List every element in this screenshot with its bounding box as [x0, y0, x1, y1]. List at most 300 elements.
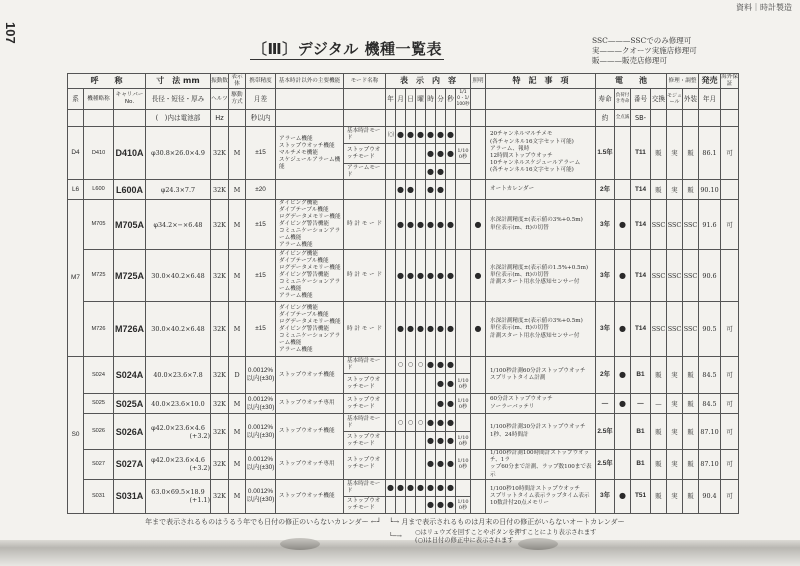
notes-cell-line: 1/100秒計測60分計ストップウオッチ — [490, 367, 586, 374]
accuracy-cell-line: 以内(±30) — [246, 403, 275, 411]
abbr-cell: D410 — [84, 127, 114, 180]
display-hour-cell: ● — [426, 302, 436, 357]
module-repair-cell: 実 — [667, 479, 683, 513]
accuracy-cell-line: 以内(±30) — [246, 431, 275, 439]
exterior-repair-cell: 販 — [683, 357, 699, 394]
drive-cell: M — [229, 250, 246, 302]
display-minute-cell: ● — [436, 164, 446, 180]
table-area — [67, 73, 738, 545]
exterior-repair-cell: 販 — [683, 127, 699, 180]
notes-cell-line: 水深計測精度±(表示値の3%+0.5m) — [490, 217, 583, 224]
module-repair-cell: 実 — [667, 394, 683, 414]
light-cell — [471, 394, 486, 414]
notes-cell-line: 水深計測精度±(表示値の1.5%+0.5m) — [490, 264, 589, 271]
dims-cell-line: φ42.0×23.6×4.6 — [151, 456, 205, 465]
functions-cell-line: アラーム機能 — [279, 242, 313, 248]
display-year-cell — [386, 432, 396, 450]
display-weekday-cell — [416, 394, 426, 414]
legend-item: 実———クオーツ実施店修理可 — [592, 46, 697, 55]
display-subsecond-cell: 1/100秒 — [456, 450, 471, 480]
notes-cell — [486, 479, 596, 513]
functions-cell — [276, 127, 344, 180]
header-abbr: 機種略称 — [84, 89, 114, 110]
display-subsecond-cell — [456, 414, 471, 432]
table-body — [68, 127, 739, 514]
header-dims-sub: 長径・短径・厚み — [146, 89, 211, 110]
notes-cell-line: 単位表示(m、ft)の切替 — [490, 325, 549, 332]
display-subsecond-cell: 1/100秒 — [456, 496, 471, 513]
display-minute-cell: ● — [436, 414, 446, 432]
display-month-cell: ○ — [396, 414, 406, 432]
footnote-circles — [389, 529, 738, 545]
legend-text: 販売店修理可 — [622, 56, 667, 65]
notes-cell — [486, 200, 596, 250]
module-repair-cell: 実 — [667, 357, 683, 394]
accuracy-cell — [246, 250, 276, 302]
accuracy-cell — [246, 394, 276, 414]
abbr-cell: S031 — [84, 479, 114, 513]
abbr-cell: S026 — [84, 414, 114, 450]
legend-key: 販 — [592, 56, 600, 65]
module-repair-cell: 実 — [667, 450, 683, 480]
display-weekday-cell: ○ — [416, 414, 426, 432]
display-day-cell — [406, 496, 416, 513]
header-blank — [84, 110, 114, 127]
header-load: 負荷付き寿命 — [615, 89, 631, 110]
display-second-cell: ● — [446, 479, 456, 496]
header-blank — [456, 110, 471, 127]
series-cell: M7 — [68, 200, 84, 357]
display-mark: (○) — [387, 131, 394, 138]
notes-cell-line: 単位表示(m、ft)の切替 — [490, 271, 549, 278]
display-hour-cell: ● — [426, 414, 436, 432]
header-monthly: 月差 — [246, 89, 276, 110]
battery-load-cell — [615, 450, 631, 480]
table-row — [68, 250, 739, 302]
notes-cell-line: ソーラーバッテリ — [490, 403, 535, 410]
exterior-repair-cell: 販 — [683, 479, 699, 513]
legend-item: SSC———SSCでのみ修理可 — [592, 36, 692, 45]
accuracy-cell-line: 0.0012% — [247, 395, 274, 403]
drive-cell: M — [229, 180, 246, 200]
overseas-warranty-cell: 可 — [721, 302, 739, 357]
functions-cell-line: コミュニケーションアラーム機能 — [279, 279, 341, 292]
table-row — [68, 414, 739, 432]
module-repair-cell: SSC — [667, 200, 683, 250]
overseas-warranty-cell: 可 — [721, 127, 739, 180]
light-cell: ● — [471, 302, 486, 357]
functions-cell-line: ストップウオッチ機能 — [279, 142, 335, 149]
notes-cell — [486, 250, 596, 302]
header-hz: Hz — [211, 110, 229, 127]
mode-name-cell: 基本時計モード — [344, 357, 386, 374]
notes-cell — [486, 414, 596, 450]
release-date-cell: 90.6 — [699, 250, 721, 302]
caliber-cell: M725A — [114, 250, 146, 302]
battery-load-cell — [615, 180, 631, 200]
battery-exchange-cell: SSC — [651, 250, 667, 302]
display-weekday-cell — [416, 374, 426, 394]
abbr-cell: M725 — [84, 250, 114, 302]
functions-cell-line: スケジュールアラーム機能 — [279, 156, 341, 170]
header-module: モジュール — [667, 89, 683, 110]
mode-name-cell: 時 計 モ ー ド — [344, 200, 386, 250]
display-weekday-cell — [416, 164, 426, 180]
display-weekday-cell: ● — [416, 250, 426, 302]
dims-cell-line: φ42.0×23.6×4.6 — [151, 423, 205, 432]
header-blank — [721, 89, 739, 110]
header-blank — [426, 110, 436, 127]
display-second-cell: ● — [446, 302, 456, 357]
mode-name-cell: ストップウオッチモード — [344, 374, 386, 394]
battery-exchange-cell: 販 — [651, 450, 667, 480]
battery-exchange-cell: SSC — [651, 302, 667, 357]
display-minute-cell: ● — [436, 496, 446, 513]
footnote-year: 年まで表示されるものはうるう年でも日付の修正のいらないカレンダー ←┘ — [145, 517, 381, 526]
accuracy-cell-line: ±15 — [255, 271, 266, 279]
battery-exchange-cell: 販 — [651, 357, 667, 394]
battery-load-cell: ● — [615, 250, 631, 302]
freq-cell: 32K — [211, 180, 229, 200]
abbr-cell: S025 — [84, 394, 114, 414]
header-ym: 年月 — [699, 89, 721, 110]
notes-cell — [486, 127, 596, 180]
mode-name-cell: ストップウオッチモード — [344, 144, 386, 164]
exterior-repair-cell: 販 — [683, 414, 699, 450]
mode-name-cell: 基本時計モード — [344, 414, 386, 432]
header-month: 月 — [396, 89, 406, 110]
display-minute-cell: ● — [436, 479, 446, 496]
dims-cell-line: 30.0×40.2×6.48 — [151, 325, 205, 333]
mode-name-cell: 基本時計モード — [344, 479, 386, 496]
display-second-cell: ● — [446, 200, 456, 250]
series-cell: L6 — [68, 180, 84, 200]
footnote-month: └→ 月まで表示されるものは月末の日付の修正がいらないオートカレンダー — [389, 517, 625, 526]
freq-cell: 32K — [211, 200, 229, 250]
caliber-cell: S026A — [114, 414, 146, 450]
header-blank — [486, 89, 596, 110]
header-day: 日 — [406, 89, 416, 110]
display-weekday-cell — [416, 144, 426, 164]
footnote-calendar-row — [67, 518, 738, 527]
module-repair-cell: 実 — [667, 127, 683, 180]
header-blank — [721, 110, 739, 127]
abbr-cell: S027 — [84, 450, 114, 480]
table-row — [68, 200, 739, 250]
header-blank — [406, 110, 416, 127]
display-month-cell: ● — [396, 479, 406, 496]
notes-cell-line: 60分計ストップウオッチ — [490, 396, 553, 403]
functions-cell-line: マルチメモ機能 — [279, 149, 318, 156]
header-blank — [471, 110, 486, 127]
mode-name-cell: ストップウオッチモード — [344, 394, 386, 414]
notes-cell-line: 単位表示(m、ft)の切替 — [490, 224, 549, 231]
notes-cell-line: (各チャンネル16文字セット可能) — [490, 167, 574, 174]
functions-cell-line: ストップウオッチ機能 — [279, 428, 335, 434]
display-year-cell — [386, 180, 396, 200]
notes-cell-line: 計測スタート用水分感知センサー付 — [490, 279, 580, 286]
display-day-cell — [406, 450, 416, 480]
release-date-cell: 91.6 — [699, 200, 721, 250]
mode-name-cell — [344, 180, 386, 200]
header-blank — [229, 110, 246, 127]
header-caliber: キャリバーNo. — [114, 89, 146, 110]
display-subsecond-cell — [456, 250, 471, 302]
legend-text: SSCでのみ修理可 — [630, 36, 692, 45]
header-display: 表示体 — [229, 74, 246, 89]
display-hour-cell: ● — [426, 357, 436, 374]
mode-name-cell: 時 計 モ ー ド — [344, 302, 386, 357]
dims-cell-line: 63.0×69.5×18.9 — [151, 488, 205, 497]
exterior-repair-cell: SSC — [683, 250, 699, 302]
drive-cell: M — [229, 302, 246, 357]
table-header — [68, 74, 739, 127]
display-month-cell: ● — [396, 127, 406, 144]
display-day-cell — [406, 374, 416, 394]
notes-cell-line: アラーム、報時 — [490, 145, 530, 152]
functions-cell — [276, 479, 344, 513]
display-minute-cell: ● — [436, 374, 446, 394]
header-drive: 駆動方式 — [229, 89, 246, 110]
battery-exchange-cell: SSC — [651, 200, 667, 250]
display-hour-cell: ● — [426, 496, 436, 513]
display-subsecond-cell: 1/100秒 — [456, 394, 471, 414]
header-battery: 電 池 — [596, 74, 667, 89]
freq-cell: 32K — [211, 357, 229, 394]
display-day-cell: ● — [406, 180, 416, 200]
header-freq: 振動数 — [211, 74, 229, 89]
header-exchange: 交換 — [651, 89, 667, 110]
dims-cell-line: 30.0×40.2×6.48 — [151, 271, 205, 280]
header-number: 番号 — [631, 89, 651, 110]
battery-life-cell: 2年 — [596, 357, 615, 394]
display-day-cell — [406, 164, 416, 180]
dims-cell-line: φ24.3×7.7 — [160, 185, 196, 194]
abbr-cell: M705 — [84, 200, 114, 250]
table-row — [68, 479, 739, 496]
functions-cell-line: コミュニケーションアラーム機能 — [279, 228, 341, 241]
abbr-cell: M726 — [84, 302, 114, 357]
display-weekday-cell: ● — [416, 302, 426, 357]
header-light: 照明 — [471, 74, 486, 89]
header-sb: SB- — [631, 110, 651, 127]
functions-cell-line: ログデータメモリー機能 — [279, 214, 341, 220]
header-series: 系 — [68, 89, 84, 110]
dims-cell — [146, 479, 211, 513]
display-year-cell — [386, 374, 396, 394]
display-second-cell: ● — [446, 357, 456, 374]
display-month-cell — [396, 144, 406, 164]
drive-cell: M — [229, 414, 246, 450]
mode-name-cell: 基本時計モード — [344, 127, 386, 144]
display-subsecond-cell — [456, 164, 471, 180]
functions-cell-line: ストップウオッチ専用 — [279, 460, 335, 467]
display-day-cell — [406, 144, 416, 164]
caliber-cell: S025A — [114, 394, 146, 414]
release-date-cell: 86.1 — [699, 127, 721, 180]
header-blank — [446, 110, 456, 127]
legend-key: SSC — [592, 36, 608, 45]
page-number: 107 — [3, 22, 18, 44]
header-exterior: 外装 — [683, 89, 699, 110]
notes-cell-line: スプリットタイム表示ラップタイム表示 — [490, 492, 590, 499]
drive-cell: M — [229, 127, 246, 180]
module-repair-cell: 実 — [667, 414, 683, 450]
overseas-warranty-cell: 可 — [721, 479, 739, 513]
overseas-warranty-cell: 可 — [721, 357, 739, 394]
header-life: 寿命 — [596, 89, 615, 110]
exterior-repair-cell: SSC — [683, 200, 699, 250]
accuracy-cell — [246, 127, 276, 180]
battery-number-cell: T14 — [631, 180, 651, 200]
notes-cell-line: 計測スタート用水分感知センサー付 — [490, 332, 580, 339]
accuracy-cell-line: ±15 — [255, 220, 266, 228]
functions-cell — [276, 357, 344, 394]
battery-load-cell: ● — [615, 302, 631, 357]
freq-cell: 32K — [211, 127, 229, 180]
battery-life-cell: 2年 — [596, 180, 615, 200]
functions-cell-line: ストップウオッチ機能 — [279, 371, 335, 378]
mode-name-cell: ストップウオッチモード — [344, 496, 386, 513]
freq-cell: 32K — [211, 250, 229, 302]
battery-load-cell: ● — [615, 479, 631, 513]
accuracy-cell — [246, 302, 276, 357]
display-year-cell — [386, 302, 396, 357]
header-accuracy: 携帯精度 — [246, 74, 276, 89]
header-full-blink: 全点滅 — [615, 110, 631, 127]
abbr-cell: S024 — [84, 357, 114, 394]
functions-cell-line: ストップウオッチ機能 — [279, 492, 335, 499]
header-blank — [276, 89, 344, 110]
functions-cell — [276, 450, 344, 480]
light-cell — [471, 357, 486, 394]
table-row — [68, 357, 739, 374]
functions-cell-line: ダイビング警告機能 — [279, 325, 330, 332]
caliber-cell: D410A — [114, 127, 146, 180]
display-hour-cell: ● — [426, 432, 436, 450]
caliber-cell: L600A — [114, 180, 146, 200]
battery-load-cell: ● — [615, 200, 631, 250]
battery-number-cell: T51 — [631, 479, 651, 513]
battery-number-cell: T14 — [631, 302, 651, 357]
display-year-cell — [386, 414, 396, 432]
battery-exchange-cell: 販 — [651, 479, 667, 513]
drive-cell: M — [229, 200, 246, 250]
battery-life-cell: 1.5年 — [596, 127, 615, 180]
freq-cell: 32K — [211, 479, 229, 513]
functions-cell-line: ログデータメモリー機能 — [279, 265, 341, 271]
display-second-cell: ● — [446, 414, 456, 432]
drive-cell: M — [229, 394, 246, 414]
accuracy-cell-line: 0.0012% — [247, 423, 274, 431]
header-weekday: 曜 — [416, 89, 426, 110]
header-blank — [276, 110, 344, 127]
display-minute-cell: ● — [436, 200, 446, 250]
battery-load-cell — [615, 414, 631, 450]
accuracy-cell-line: 0.0012% — [247, 367, 274, 374]
header-blank — [344, 110, 386, 127]
battery-number-cell: T14 — [631, 200, 651, 250]
battery-number-cell: T11 — [631, 127, 651, 180]
notes-cell — [486, 357, 596, 394]
display-weekday-cell — [416, 450, 426, 480]
module-repair-cell: SSC — [667, 302, 683, 357]
functions-cell-line: コミュニケーションアラーム機能 — [279, 332, 341, 346]
battery-number-cell: B1 — [631, 450, 651, 480]
display-second-cell: ● — [446, 250, 456, 302]
display-month-cell: ● — [396, 180, 406, 200]
legend-key: 実 — [592, 46, 600, 55]
display-hour-cell — [426, 394, 436, 414]
arrow-icon: └─→ — [389, 532, 402, 540]
battery-load-cell: ● — [615, 394, 631, 414]
functions-cell-line: ダイブテーブル機能 — [279, 207, 329, 213]
display-minute-cell: ● — [436, 432, 446, 450]
page-title: 〔Ⅲ〕デジタル 機種一覧表 — [252, 40, 443, 58]
release-date-cell: 90.4 — [699, 479, 721, 513]
display-month-cell — [396, 496, 406, 513]
notes-cell — [486, 302, 596, 357]
drive-cell: M — [229, 479, 246, 513]
accuracy-cell-line: 0.0012% — [247, 488, 274, 496]
release-date-cell: 87.10 — [699, 450, 721, 480]
display-year-cell — [386, 200, 396, 250]
light-cell: ● — [471, 250, 486, 302]
battery-life-cell: 2.5年 — [596, 450, 615, 480]
overseas-warranty-cell — [721, 250, 739, 302]
dims-cell — [146, 127, 211, 180]
light-cell — [471, 180, 486, 200]
header-blank — [396, 110, 406, 127]
display-second-cell: ● — [446, 496, 456, 513]
header-year: 年 — [386, 89, 396, 110]
header-name: 呼 称 — [68, 74, 146, 89]
notes-cell-line: 1/100秒計測30分計ストップウオッチ — [490, 424, 586, 431]
dims-cell-line: φ30.8×26.0×4.9 — [151, 149, 205, 157]
accuracy-cell — [246, 479, 276, 513]
notes-cell-line: 1/100秒計測100時間計ストップウオッチ、1ラ — [490, 450, 590, 464]
battery-exchange-cell: — — [651, 394, 667, 414]
display-second-cell — [446, 164, 456, 180]
header-battery-part: ( )内は電池部 — [146, 110, 211, 127]
header-approx: 約 — [596, 110, 615, 127]
dims-cell-line: (+3.2) — [189, 464, 210, 473]
display-month-cell: ● — [396, 302, 406, 357]
display-day-cell: ● — [406, 127, 416, 144]
display-weekday-cell — [416, 496, 426, 513]
caliber-cell: S024A — [114, 357, 146, 394]
module-repair-cell: SSC — [667, 250, 683, 302]
functions-cell-line: ダイビング機能 — [279, 200, 318, 206]
caliber-cell: S031A — [114, 479, 146, 513]
functions-cell-line: ダイブテーブル機能 — [279, 258, 329, 264]
notes-cell-line: 20チャンネルマルチメモ — [490, 131, 553, 138]
display-subsecond-cell — [456, 357, 471, 374]
header-blank — [68, 110, 84, 127]
display-weekday-cell — [416, 180, 426, 200]
header-blank — [667, 110, 683, 127]
dims-cell — [146, 302, 211, 357]
release-date-cell: 90.5 — [699, 302, 721, 357]
notes-cell-line: 10チャンネルスケジュールアラーム — [490, 160, 581, 167]
digital-model-table — [67, 73, 739, 514]
display-day-cell — [406, 432, 416, 450]
header-functions: 基本時計以外の主要機能 — [276, 74, 344, 89]
table-row — [68, 302, 739, 357]
display-second-cell: ● — [446, 127, 456, 144]
header-overseas: 海外保証 — [721, 74, 738, 87]
exterior-repair-cell: SSC — [683, 302, 699, 357]
